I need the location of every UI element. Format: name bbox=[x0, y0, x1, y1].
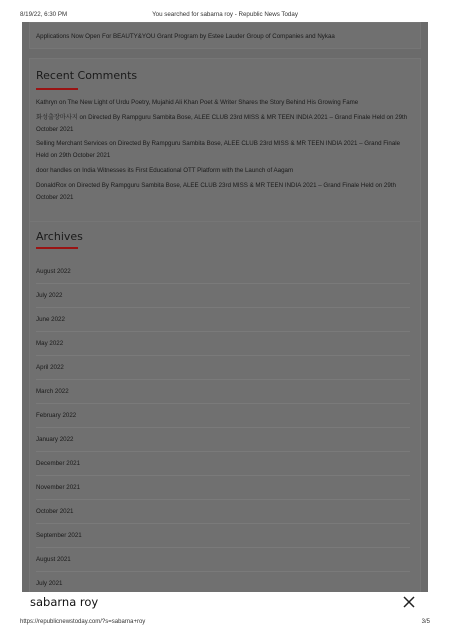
archive-item[interactable] bbox=[36, 476, 410, 500]
top-post-link[interactable]: Applications Now Open For BEAUTY&YOU Grant Program by Estee Lauder Group of Companies and Nykaa bbox=[36, 33, 335, 40]
comment-item[interactable]: DonaldRox on Directed By Rampguru Sambita Bose, ALEE CLUB 23rd MISS & MR TEEN INDIA 2021 – Grand Finale Held on 29th October 2021 bbox=[36, 182, 396, 201]
print-header bbox=[0, 0, 450, 22]
recent-comments-title: Recent Comments bbox=[36, 69, 138, 82]
title-underline bbox=[36, 88, 78, 90]
archive-item[interactable] bbox=[36, 524, 410, 548]
archive-link[interactable]: November 2021 bbox=[36, 484, 81, 491]
print-footer bbox=[0, 614, 450, 636]
archive-link[interactable]: January 2022 bbox=[36, 436, 74, 443]
print-datetime: 8/19/22, 6:30 PM bbox=[20, 11, 68, 18]
archive-link[interactable]: March 2022 bbox=[36, 388, 69, 395]
archive-link[interactable]: August 2022 bbox=[36, 268, 71, 275]
archive-link[interactable]: September 2021 bbox=[36, 532, 82, 539]
archive-item[interactable] bbox=[36, 428, 410, 452]
archive-item[interactable] bbox=[36, 260, 410, 284]
archive-link[interactable]: June 2022 bbox=[36, 316, 65, 323]
comment-item[interactable]: 화성출장마사지 on Directed By Rampguru Sambita Bose, ALEE CLUB 23rd MISS & MR TEEN INDIA 2021 – Grand Finale Held on 29th October 2021 bbox=[36, 114, 408, 133]
print-page-title: You searched for sabarna roy - Republic News Today bbox=[152, 11, 298, 18]
archive-link[interactable]: May 2022 bbox=[36, 340, 64, 347]
archive-link[interactable]: July 2021 bbox=[36, 580, 63, 587]
archive-item[interactable] bbox=[36, 572, 410, 592]
archive-item[interactable] bbox=[36, 356, 410, 380]
archive-item[interactable] bbox=[36, 380, 410, 404]
close-icon[interactable] bbox=[402, 595, 416, 609]
archive-link[interactable]: December 2021 bbox=[36, 460, 81, 467]
archive-link[interactable]: August 2021 bbox=[36, 556, 71, 563]
archives-widget bbox=[29, 221, 421, 592]
archive-link[interactable]: February 2022 bbox=[36, 412, 77, 419]
archive-link[interactable]: April 2022 bbox=[36, 364, 64, 371]
archive-item[interactable] bbox=[36, 308, 410, 332]
search-overlay-bar bbox=[22, 592, 428, 614]
print-page-number: 3/5 bbox=[421, 619, 430, 625]
comment-item[interactable]: Kathryn on The New Light of Urdu Poetry, Mujahid Ali Khan Poet & Writer Shares the Story Behind His Growing Fame bbox=[36, 99, 359, 106]
archive-item[interactable] bbox=[36, 284, 410, 308]
archive-item[interactable] bbox=[36, 452, 410, 476]
archive-link[interactable]: October 2021 bbox=[36, 508, 74, 515]
comment-item[interactable]: Selling Merchant Services on Directed By Rampguru Sambita Bose, ALEE CLUB 23rd MISS & MR TEEN INDIA 2021 – Grand Finale Held on 29th October 2021 bbox=[36, 140, 401, 159]
archive-item[interactable] bbox=[36, 500, 410, 524]
print-url: https://republicnewstoday.com/?s=sabarna+roy bbox=[20, 619, 146, 625]
archive-item[interactable] bbox=[36, 332, 410, 356]
search-query-text[interactable]: sabarna roy bbox=[30, 595, 99, 609]
comment-item[interactable]: door handles on India Witnesses its First Educational OTT Platform with the Launch of Aagam bbox=[36, 167, 294, 174]
recent-comments-widget bbox=[29, 58, 421, 228]
page-overlay bbox=[22, 22, 428, 592]
archives-title: Archives bbox=[36, 230, 83, 243]
top-post-card bbox=[29, 22, 421, 49]
archive-item[interactable] bbox=[36, 548, 410, 572]
archive-item[interactable] bbox=[36, 404, 410, 428]
title-underline bbox=[36, 247, 78, 249]
archive-link[interactable]: July 2022 bbox=[36, 292, 63, 299]
